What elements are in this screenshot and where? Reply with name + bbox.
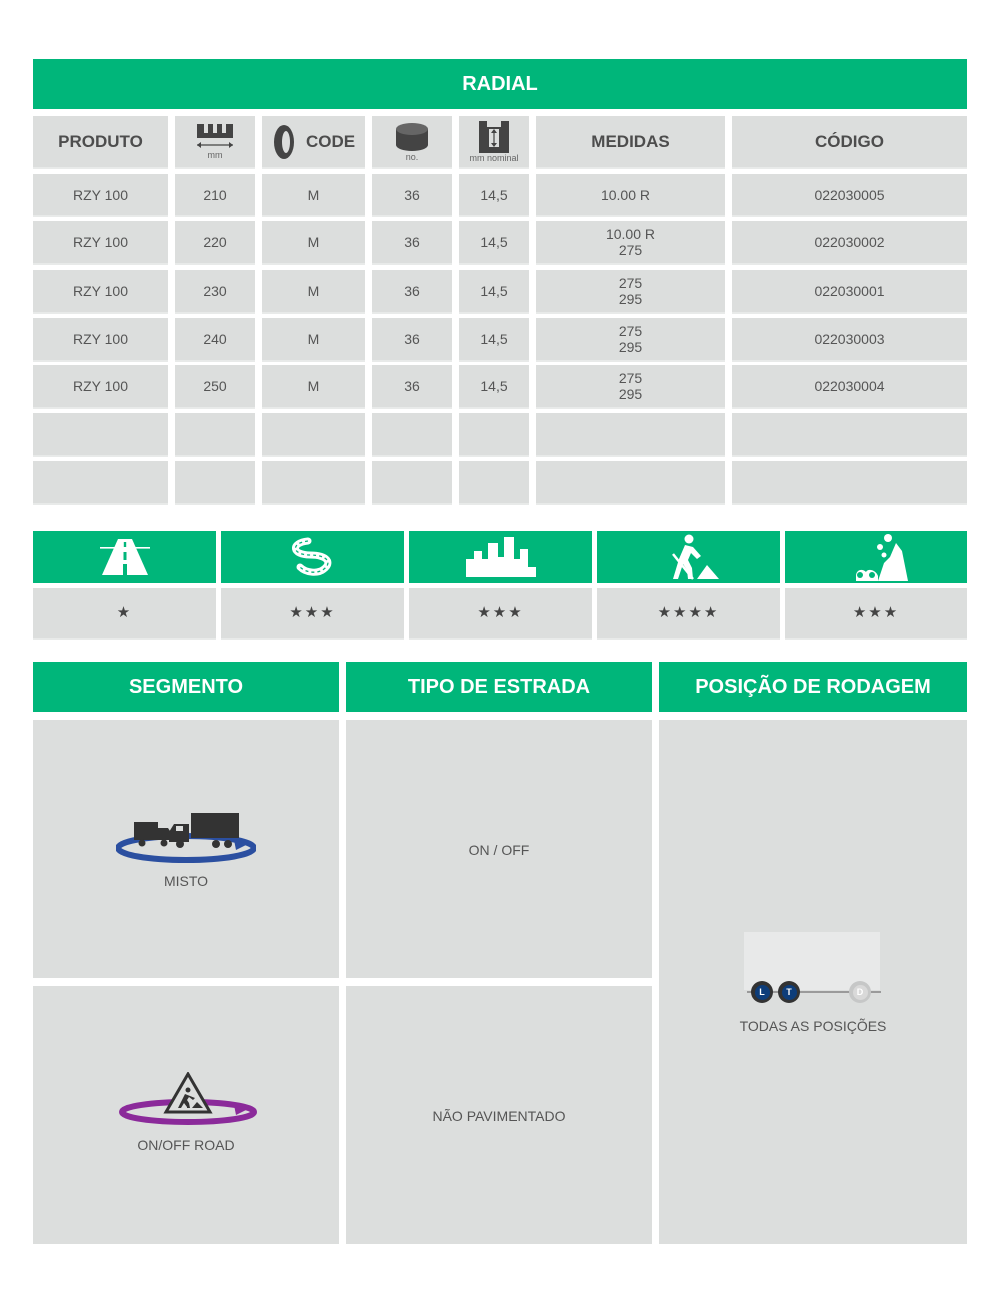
medidas-line-1: 275	[618, 323, 643, 339]
header-ply	[372, 116, 452, 167]
wheel-l	[751, 981, 773, 1003]
header-depth-unit: mm nominal	[469, 152, 519, 163]
empty-cell	[459, 413, 529, 455]
rating-road-work: ★★★★	[597, 588, 780, 638]
cell-codigo: 022030001	[732, 270, 967, 312]
rating-off-road: ★★★	[785, 588, 967, 638]
empty-cell	[732, 461, 967, 503]
header-codigo	[732, 116, 967, 167]
cell-medidas	[536, 318, 725, 360]
cell-ply: 36	[372, 365, 452, 407]
cell-codigo: 022030004	[732, 365, 967, 407]
medidas-line-2: 295	[618, 291, 643, 307]
cell-medidas	[536, 174, 725, 215]
cell-depth: 14,5	[459, 318, 529, 360]
header-ply-unit: no.	[405, 151, 419, 162]
cell-width: 210	[175, 174, 255, 215]
city-icon	[409, 531, 592, 583]
mixed-truck-icon	[116, 810, 256, 866]
empty-cell	[33, 413, 168, 455]
cell-width: 240	[175, 318, 255, 360]
empty-cell	[536, 461, 725, 503]
wheel-d-label: D	[853, 985, 868, 1000]
cell-produto: RZY 100	[33, 270, 168, 312]
cell-width: 220	[175, 221, 255, 263]
empty-cell	[175, 461, 255, 503]
cell-ply: 36	[372, 174, 452, 215]
rating-city: ★★★	[409, 588, 592, 638]
empty-cell	[175, 413, 255, 455]
cell-depth: 14,5	[459, 365, 529, 407]
medidas-line-1: 275	[618, 275, 643, 291]
header-width	[175, 116, 255, 167]
tipo-estrada-panel-1	[346, 720, 652, 978]
medidas-line-2: 275	[618, 242, 643, 258]
cell-depth: 14,5	[459, 174, 529, 215]
curvy-road-icon	[221, 531, 404, 583]
empty-cell	[262, 461, 365, 503]
header-medidas	[536, 116, 725, 167]
cell-code: M	[262, 318, 365, 360]
cell-codigo: 022030002	[732, 221, 967, 263]
header-codigo-label: CÓDIGO	[815, 131, 884, 151]
tipo-estrada-label-2: NÃO PAVIMENTADO	[432, 1108, 566, 1124]
posicao-header: POSIÇÃO DE RODAGEM	[659, 662, 967, 712]
tread-depth-icon	[479, 121, 509, 153]
wheel-l-label: L	[755, 985, 770, 1000]
road-work-icon	[597, 531, 780, 583]
segmento-header: SEGMENTO	[33, 662, 339, 712]
medidas-line-1: 275	[618, 370, 643, 386]
cell-produto: RZY 100	[33, 318, 168, 360]
road-work-sign-icon	[118, 1072, 258, 1128]
tipo-estrada-header: TIPO DE ESTRADA	[346, 662, 652, 712]
empty-cell	[459, 461, 529, 503]
cell-medidas	[536, 270, 725, 312]
header-produto-label: PRODUTO	[58, 131, 143, 151]
cell-produto: RZY 100	[33, 365, 168, 407]
cell-ply: 36	[372, 221, 452, 263]
wheel-d	[849, 981, 871, 1003]
cell-medidas	[536, 365, 725, 407]
ply-cylinder-icon	[395, 122, 429, 152]
radial-title: RADIAL	[33, 59, 967, 109]
header-depth	[459, 116, 529, 167]
empty-cell	[372, 461, 452, 503]
cell-depth: 14,5	[459, 270, 529, 312]
cell-code: M	[262, 221, 365, 263]
rating-curvy: ★★★	[221, 588, 404, 638]
empty-cell	[33, 461, 168, 503]
wheel-t-label: T	[782, 985, 797, 1000]
cell-ply: 36	[372, 270, 452, 312]
header-produto	[33, 116, 168, 167]
medidas-line-2: 295	[618, 386, 643, 402]
header-code	[262, 116, 365, 167]
tread-width-icon	[194, 124, 236, 150]
tire-profile-icon	[272, 124, 296, 160]
cell-code: M	[262, 270, 365, 312]
cell-codigo: 022030003	[732, 318, 967, 360]
header-code-label: CODE	[305, 131, 356, 151]
medidas-line-1: 10.00 R	[600, 186, 651, 203]
cell-depth: 14,5	[459, 221, 529, 263]
medidas-line-2: 295	[618, 339, 643, 355]
posicao-label: TODAS AS POSIÇÕES	[739, 1018, 887, 1034]
tipo-estrada-label-1: ON / OFF	[468, 842, 530, 858]
medidas-line-1: 10.00 R	[605, 226, 656, 242]
empty-cell	[732, 413, 967, 455]
wheel-t	[778, 981, 800, 1003]
header-medidas-label: MEDIDAS	[591, 131, 670, 151]
segmento-misto-label: MISTO	[163, 873, 209, 889]
segmento-misto-panel	[33, 720, 339, 978]
cell-codigo: 022030005	[732, 174, 967, 215]
cell-produto: RZY 100	[33, 221, 168, 263]
posicao-panel	[659, 720, 967, 1244]
cell-medidas	[536, 221, 725, 263]
cell-width: 250	[175, 365, 255, 407]
segmento-onoff-panel	[33, 986, 339, 1244]
header-width-unit: mm	[207, 149, 223, 160]
tipo-estrada-panel-2	[346, 986, 652, 1244]
cell-code: M	[262, 174, 365, 215]
segmento-onoff-label: ON/OFF ROAD	[137, 1137, 235, 1153]
empty-cell	[372, 413, 452, 455]
off-road-rocks-icon	[785, 531, 967, 583]
highway-icon	[33, 531, 216, 583]
cell-produto: RZY 100	[33, 174, 168, 215]
cell-ply: 36	[372, 318, 452, 360]
cell-code: M	[262, 365, 365, 407]
empty-cell	[262, 413, 365, 455]
cell-width: 230	[175, 270, 255, 312]
rating-highway: ★	[33, 588, 216, 638]
empty-cell	[536, 413, 725, 455]
